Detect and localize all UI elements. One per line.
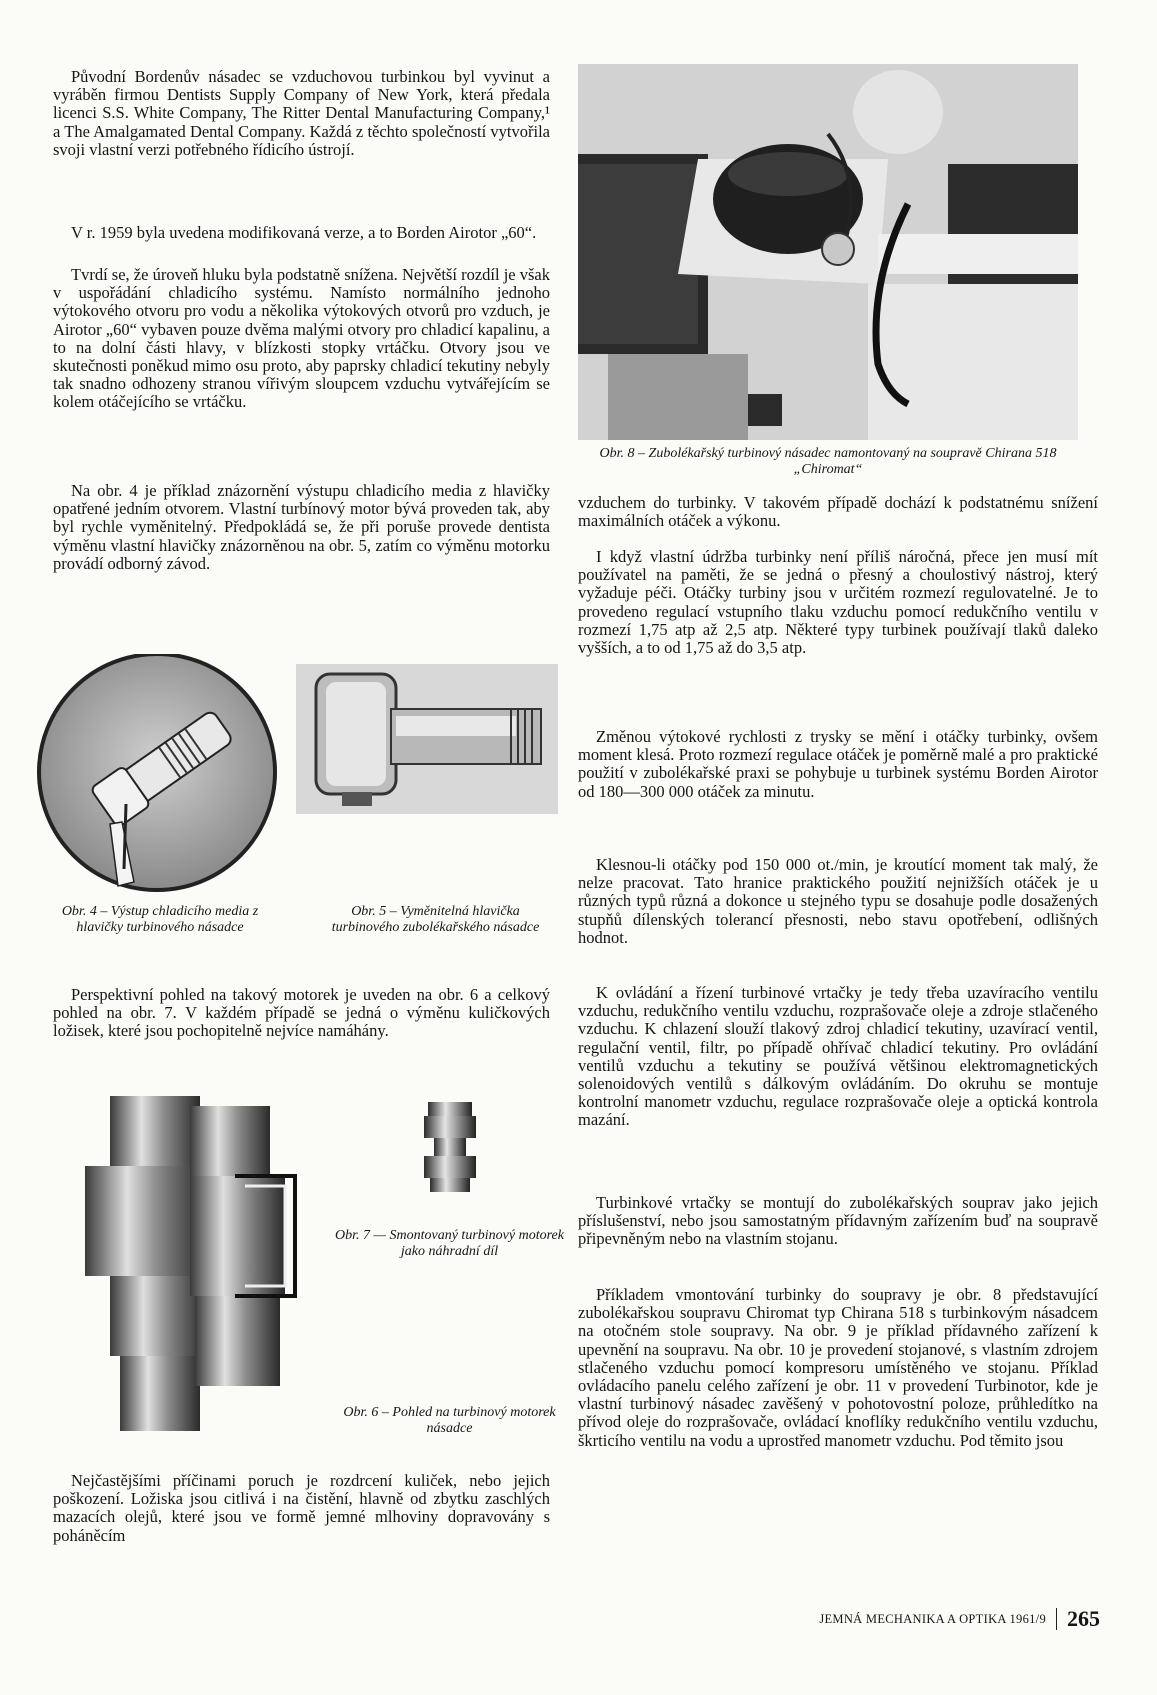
footer-divider	[1056, 1608, 1057, 1630]
right-paragraph-6: Turbinkové vrtačky se montují do zubolékařských souprav jako jejich příslušenství, nebo jsou samostatným přídavným zařízením buď na soupravě připevněným nebo na vlastním stojanu.	[578, 1193, 1098, 1249]
figure-6-image	[85, 1096, 315, 1436]
right-paragraph-7: Příkladem vmontování turbinky do soupravy je obr. 8 představující zubolékařskou soupravu Chiromat typ Chirana 518 s turbinkovým násadcem na otočném stole soupravy. Na obr. 9 je příklad přídavného zařízení k upevnění na soupravu. Na obr. 10 je provedení stojanové, s vlastním zdrojem stlačeného vzduchu pomocí kompresoru umístěného ve stojanu. Příklad ovládacího panelu celého zařízení je obr. 11 v provedení Turbinotor, kde je vlastní turbinový násadec zavěšený v pohotovostní poloze, průhledítko na přívod oleje do rozprašovače, ovládací knoflíky redukčního ventilu vzduchu, škrticího ventilu na vodu a uprostřed manometr vzduchu. Pod těmito jsou	[578, 1285, 1098, 1450]
left-paragraph-1: Původní Bordenův násadec se vzduchovou turbinkou byl vyvinut a vyráběn firmou Dentists Supply Company of New York, která předala licenci S.S. White Company, The Ritter Dental Manufacturing Company,¹ a The Amalgamated Dental Company. Každá z těchto společností vytvořila svoji vlastní verzi potřebného řídicího ústrojí.	[53, 67, 550, 159]
right-paragraph-1: vzduchem do turbinky. V takovém případě dochází k podstatnému snížení maximálních otáček a výkonu.	[578, 493, 1098, 531]
left-paragraph-3: Tvrdí se, že úroveň hluku byla podstatně snížena. Největší rozdíl je však v uspořádání chladicího systému. Namísto normálního jednoho výtokového otvoru pro vodu a několika výtokových otvorů pro vzduch, je Airotor „60“ vybaven pouze dvěma malými otvory pro chladicí kapalinu, a to na dolní části hlavy, v blízkosti stopky vrtáčku. Otvory jsou ve skutečnosti poněkud mimo osu proto, aby paprsky chladicí tekutiny nebyly tak snadno odhozeny stranou vířivým sloupcem vzduchu vytvářejícím se kolem otáčejícího se vrtáčku.	[53, 265, 550, 412]
figure-8-image	[578, 64, 1078, 440]
figure-4-caption: Obr. 4 – Výstup chladicího media z hlavičky turbinového násadce	[61, 904, 259, 935]
right-paragraph-3: Změnou výtokové rychlosti z trysky se mění i otáčky turbinky, ovšem moment klesá. Proto rozmezí regulace otáček je poměrně malé a pro praktické použití v zubolékařské praxi se pohybuje u turbinek systému Borden Airotor od 180—300 000 otáček za minutu.	[578, 727, 1098, 801]
figure-6-caption: Obr. 6 – Pohled na turbinový motorek násadce	[343, 1405, 556, 1436]
figure-4-image	[22, 654, 292, 894]
left-paragraph-6: Nejčastějšími příčinami poruch je rozdrcení kuliček, nebo jejich poškození. Ložiska jsou citlivá i na čistění, hlavně od zbytku zaschlých mazacích olejů, které jsou ve formě jemné mlhoviny dopravovány s poháněcím	[53, 1471, 550, 1545]
page-number: 265	[1067, 1606, 1100, 1631]
page-footer	[819, 1606, 1100, 1632]
figure-7-image	[420, 1102, 480, 1194]
figure-8-caption: Obr. 8 – Zubolékařský turbinový násadec namontovaný na soupravě Chirana 518 „Chiromat“	[599, 446, 1057, 477]
figure-5-caption: Obr. 5 – Vyměnitelná hlavička turbinového zubolékařského násadce	[331, 904, 540, 935]
right-paragraph-4: Klesnou-li otáčky pod 150 000 ot./min, je kroutící moment tak malý, že nelze pracovat. Tato hranice praktického použití nejnižších otáček je u různých typů různá a dokonce u stejného typu se dosahuje podle dosažených stupňů dílenských tolerancí přesnosti, nebo stavu opotřebení, odlišných hodnot.	[578, 855, 1098, 947]
left-paragraph-4: Na obr. 4 je příklad znázornění výstupu chladicího media z hlavičky opatřené jedním otvorem. Vlastní turbínový motor bývá proveden tak, aby byl rychle vyměnitelný. Předpokládá se, že při poruše provede dentista výměnu vlastní hlavičky znázorněnou na obr. 5, zatím co výměnu motorku provádí odborný závod.	[53, 481, 550, 573]
figure-7-caption: Obr. 7 — Smontovaný turbinový motorek jako náhradní díl	[335, 1228, 564, 1259]
left-paragraph-2: V r. 1959 byla uvedena modifikovaná verze, a to Borden Airotor „60“.	[71, 223, 537, 242]
journal-title: JEMNÁ MECHANIKA A OPTIKA 1961/9	[819, 1611, 1046, 1626]
left-paragraph-5: Perspektivní pohled na takový motorek je uveden na obr. 6 a celkový pohled na obr. 7. V každém případě se jedná o výměnu kuličkových ložisek, které jsou pochopitelně nejvíce namáhány.	[53, 985, 550, 1041]
figure-5-image	[296, 664, 558, 814]
right-paragraph-2: I když vlastní údržba turbinky není příliš náročná, přece jen musí mít používatel na paměti, že se jedná o přesný a choulostivý nástroj, který vyžaduje péči. Otáčky turbiny jsou v určitém rozmezí regulovatelné. Je to provedeno regulací vstupního tlaku vzduchu pomocí redukčního ventilu v rozmezí 1,75 atp až 2,5 atp. Některé typy turbinek používají tlaků daleko vyšších, a to od 1,75 až do 3,5 atp.	[578, 547, 1098, 658]
right-paragraph-5: K ovládání a řízení turbinové vrtačky je tedy třeba uzavíracího ventilu vzduchu, redukčního ventilu vzduchu, rozprašovače oleje a zdroje stlačeného vzduchu. K chlazení slouží tlakový zdroj chladicí tekutiny, uzavírací ventil, regulační ventil, filtr, po případě ohřívač chladicí tekutiny. Pro ovládání ventilů vzduchu a tekutiny se používá většinou elektromagnetických solenoidových ventilů s dálkovým ovládáním. Do okruhu se montuje kontrolní manometr vzduchu, regulace rozprašovače oleje a optická kontrola mazání.	[578, 983, 1098, 1130]
